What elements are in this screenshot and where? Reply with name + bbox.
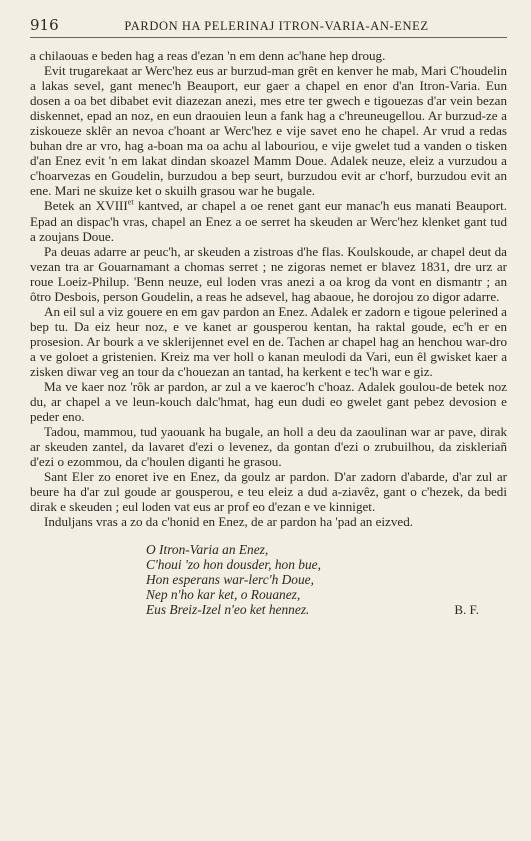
paragraph-4: Pa deuas adarre ar peuc'h, ar skeuden a zistroas d'he flas. Koulskoude, ar chapel deut da vezan tra ar Gouarnamant a chomas serret ; ne zigoras nemet er blavez 1831, dre urz ar roue Loeiz-Philup. 'Benn neuze, eul loden vras anezi a oa krog da vont en dismantr ; an ôtro Desbois, person Goudelin, a reas he adsevel, hag abaoue, he dorojou zo digor adarre. — [30, 243, 507, 304]
paragraph-2: Evit trugarekaat ar Werc'hez eus ar burzud-man grêt en kenver he mab, Mari C'houdelin a lakas sevel, gant menec'h Beauport, eur gaer a chapel en enor d'an Itron-Varia. Eun dosen a oa bet dibabet evit diazezan anezi, mes etre ter gwech e tigouezas d'ar vein bezan diskennet, epad an noz, en eun draouien leun a fank hag a c'hreuneugellou. Ar burzud-ze a ziskoueze sklêr an nevoa c'hoant ar Werc'hez e vije savet eno he chapel. Ar vrud a redas buhan dre ar vro, hag a-boan ma oa achu al labouriou, e vije gwelet tud a vanden o tisken d'an Enez evit 'n em lakat dindan skoazel Mamm Doue. Adalek neuze, eleiz a vurzudou a c'hoarvezas en Goudelin, burzudou a bep seurt, burzudou evit ar c'horf, burzudou evit an ene. Mari ne skuize ket o skuilh grasou war he bugale. — [30, 63, 507, 199]
paragraph-9: Induljans vras a zo da c'honid en Enez, de ar pardon ha 'pad an eizved. — [44, 514, 414, 530]
paragraph-7: Tadou, mammou, tud yaouank ha bugale, an holl a deu da zaoulinan war ar pave, dirak ar skeuden zantel, da lavaret d'ezi o levenez, da gontan d'ezi o zrubuilhou, da ziskleriañ d'ezi o ezommou, da c'houlen diganti he grasou. — [30, 424, 507, 470]
paragraph-1: a chilaouas e beden hag a reas d'ezan 'n em denn ac'hane hep droug. — [30, 48, 386, 63]
paragraph-8: Sant Eler zo enoret ive en Enez, da goulz ar pardon. D'ar zadorn d'abarde, d'ar zul ar beure ha d'ar zul goude ar gousperou, e teu eleiz a dud a-ziavêz, gant o c'hezek, da bedi dirak e skeuden ; eul loden vat eus ar prof eo d'ezan e ve kinniget. — [30, 469, 507, 515]
ordinal-suffix: et — [127, 198, 134, 208]
poem-line: Hon esperans war-lerc'h Doue, — [146, 571, 314, 587]
poem-line: O Itron-Varia an Enez, — [146, 541, 269, 557]
poem-line: C'houi 'zo hon dousder, hon bue, — [146, 556, 321, 572]
running-title: PARDON HA PELERINAJ ITRON-VARIA-AN-ENEZ — [124, 19, 429, 33]
paragraph-6: Ma ve kaer noz 'rôk ar pardon, ar zul a ve kaeroc'h c'hoaz. Adalek goulou-de betek noz du, ar chapel a ve leun-kouch dalc'hmat, hag eun dudi eo gwelet gant pebez devosion e peder eno. — [30, 379, 507, 425]
paragraph-5: An eil sul a viz gouere en em gav pardon an Enez. Adalek er zadorn e tigoue pelerined a bep tu. Da eiz heur noz, e ve kanet ar gousperou kentan, ha raktal goude, ec'h er en prosesion. Ar bourk a ve sklerijennet evel en de. Tachen ar chapel hag an henchou war-dro a ve goloet a gristenien. Kreiz ma ver holl o kanan meulodi da Vari, eun êl gwisket kaer a zisken diwar veg an tour da c'houezan an tantad, ha kerkent e tec'h war e giz. — [30, 303, 507, 379]
page-header — [30, 16, 507, 38]
poem-line: Eus Breiz-Izel n'eo ket hennez. — [146, 602, 310, 618]
poem-line: Nep n'ho kar ket, o Rouanez, — [146, 587, 301, 603]
article-body — [30, 48, 507, 530]
paragraph-3: Betek an $XVIII^{et}$ kantved, ar chapel a oe renet gant eur manac'h eus manati Beauport. Epad an dispac'h vras, chapel an Enez a oe serret ha skeuden ar Werc'hez klenket gant tud a zoujans Doue. — [30, 198, 507, 244]
closing-poem — [30, 542, 507, 618]
author-signature: B. F. — [454, 602, 479, 618]
page-number: 916 — [30, 16, 59, 34]
